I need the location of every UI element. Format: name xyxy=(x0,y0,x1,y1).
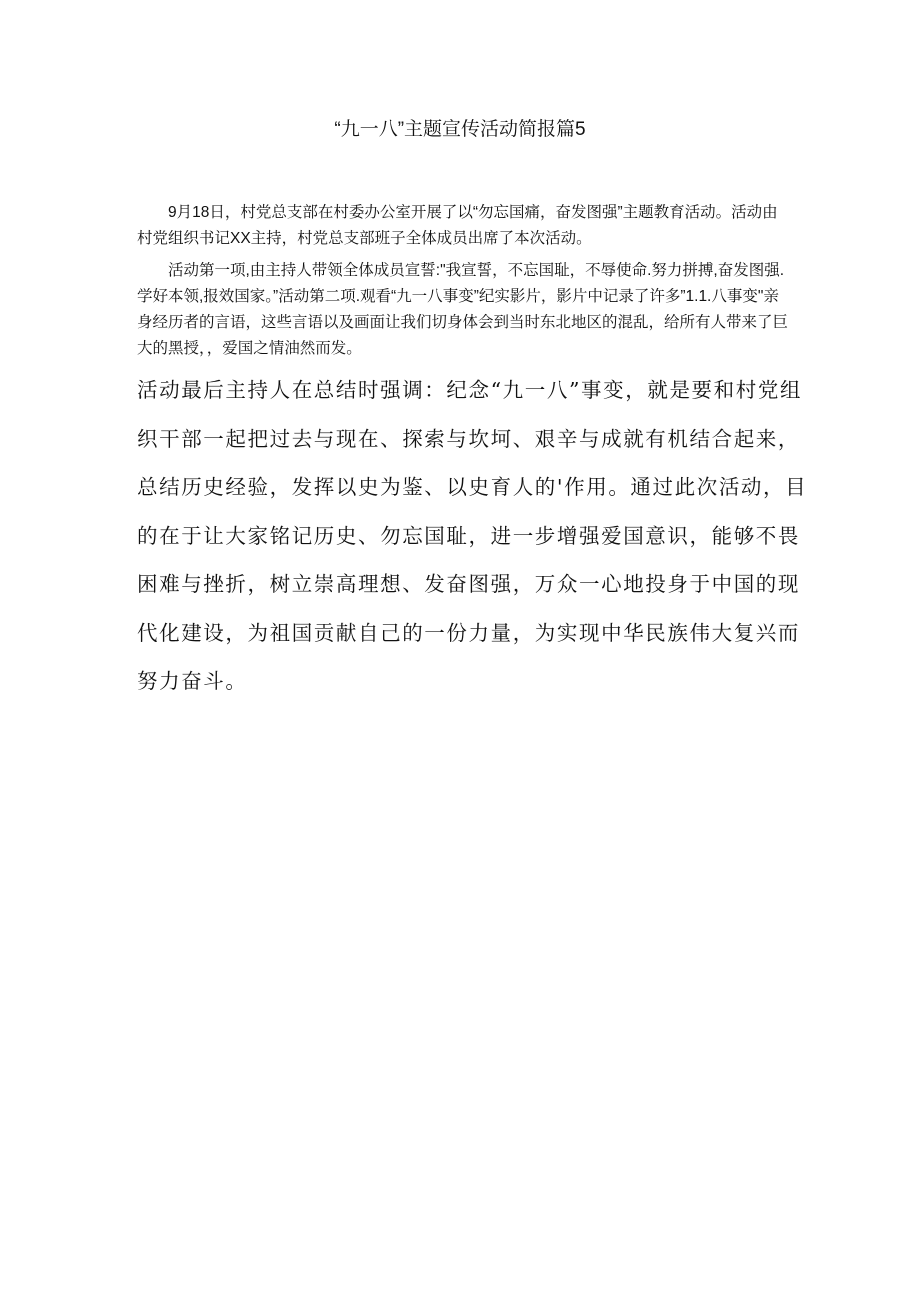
paragraph-event-intro: 9月18日，村党总支部在村委办公室开展了以“勿忘国痛，奋发图强”主题教育活动。活动由村党组织书记XX主持，村党总支部班子全体成员出席了本次活动。 xyxy=(137,204,778,247)
document-title: “九一八”主题宣传活动简报篇5 xyxy=(334,119,586,140)
paragraph-summary: 活动最后主持人在总结时强调：纪念“九一八”事变，就是要和村党组织干部一起把过去与现在、探索与坎坷、艰辛与成就有机结合起来，总结历史经验，发挥以史为鉴、以史育人的'作用。通过此次活动，目的在于让大家铭记历史、勿忘国耻，进一步增强爱国意识，能够不畏困难与挫折，树立崇高理想、发奋图强，万众一心地投身于中国的现代化建设，为祖国贡献自己的一份力量，为实现中华民族伟大复兴而努力奋斗。 xyxy=(137,378,808,693)
paragraph-activity-items: 活动第一项,由主持人带领全体成员宣誓:"我宣誓，不忘国耻，不辱使命.努力拼搏,奋发图强.学好本领,报效国家。”活动第二项.观看“九一八事变”纪实影片，影片中记录了许多”1.1.八事变"亲身经历者的言语，这些言语以及画面让我们切身体会到当时东北地区的混乱，给所有人带来了巨大的黑授，，爱国之情油然而发。 xyxy=(137,262,789,357)
